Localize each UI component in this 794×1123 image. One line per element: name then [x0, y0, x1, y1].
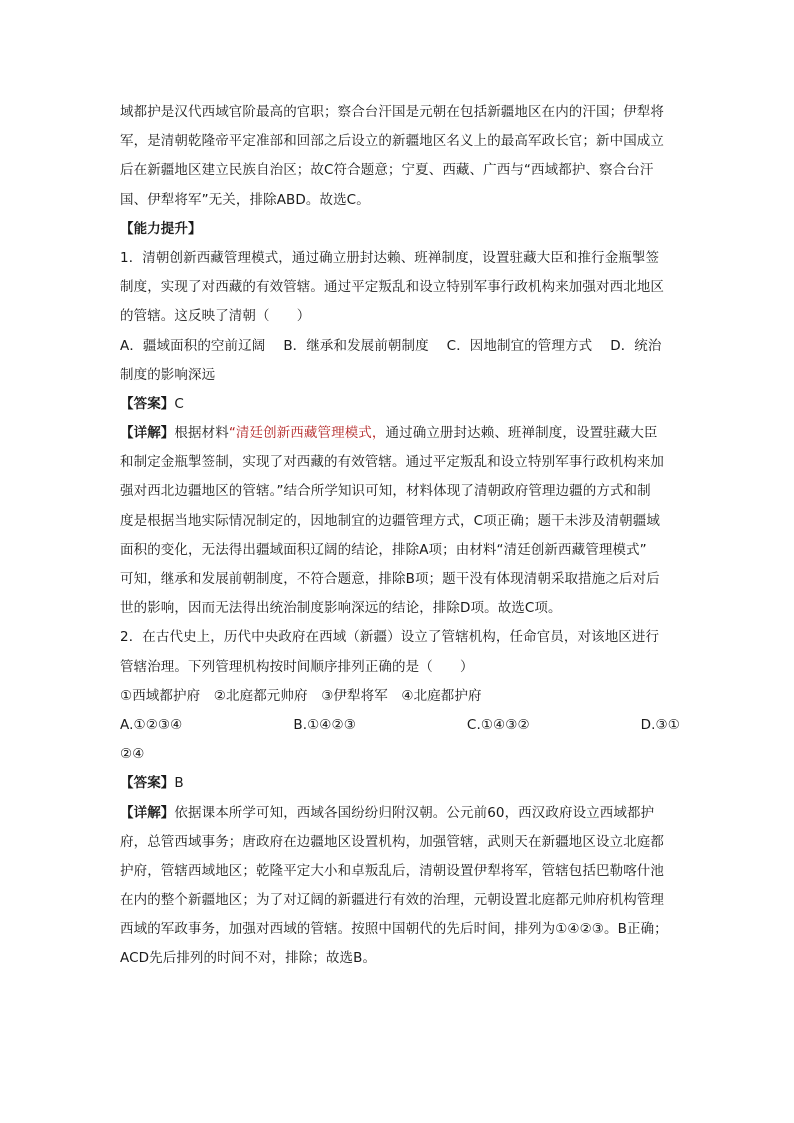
q2-options-wrap: ②④	[120, 746, 145, 763]
detail-label: 【详解】	[120, 425, 175, 442]
q1-stem-line: 1．清朝创新西藏管理模式，通过确立册封达赖、班禅制度，设置驻藏大臣和推行金瓶掣签	[120, 249, 660, 266]
q1-detail-line: 面积的变化，无法得出疆域面积辽阔的结论，排除A项；由材料“清廷创新西藏管理模式”	[120, 541, 647, 558]
q1-detail-line: 可知，继承和发展前朝制度，不符合题意，排除B项；题干没有体现清朝采取措施之后对后	[120, 571, 660, 587]
q2-stem-line: 管辖治理。下列管理机构按时间顺序排列正确的是（ ）	[120, 658, 474, 675]
section-title: 【能力提升】	[120, 220, 202, 237]
q2-detail-line: ACD先后排列的时间不对，排除；故选B。	[120, 950, 377, 967]
q2-option-c: C.①④③②	[466, 716, 530, 733]
q1-detail-line: 度是根据当地实际情况制定的，因地制宜的边疆管理方式，C项正确；题干未涉及清朝疆域	[120, 512, 660, 529]
q2-detail-line: 护府，管辖西域地区；乾隆平定大小和卓叛乱后，清朝设置伊犁将军，管辖包括巴勒喀什池	[120, 862, 664, 879]
intro-line: 国、伊犁将军”无关，排除ABD。故选C。	[120, 191, 370, 208]
q2-detail-line: 西域的军政事务，加强对西域的管辖。按照中国朝代的先后时间，排列为①④②③。B正确；	[120, 921, 668, 938]
q1-detail-line	[120, 419, 680, 448]
q1-detail-line: 强对西北边疆地区的管辖。”结合所学知识可知，材料体现了清朝政府管理边疆的方式和制	[120, 483, 651, 500]
detail-text: 通过确立册封达赖、班禅制度，设置驻藏大臣	[385, 425, 658, 442]
intro-line: 军，是清朝乾隆帝平定准部和回部之后设立的新疆地区名义上的最高军政长官；新中国成立	[120, 133, 664, 150]
answer-label: 【答案】	[120, 775, 175, 792]
detail-label: 【详解】	[120, 804, 175, 821]
q2-detail-line: 在内的整个新疆地区；为了对辽阔的新疆进行有效的治理，元朝设置北庭都元帅府机构管理	[120, 892, 664, 909]
q2-answer	[120, 769, 680, 798]
intro-line: 域都护是汉代西域官阶最高的官职；察合台汗国是元朝在包括新疆地区在内的汗国；伊犁将	[120, 104, 664, 120]
q1-detail-line: 世的影响，因而无法得出统治制度影响深远的结论，排除D项。故选C项。	[120, 600, 562, 617]
answer-label: 【答案】	[120, 395, 175, 412]
q2-option-d: D.③①	[640, 716, 680, 733]
q2-option-a: A.①②③④	[120, 716, 183, 733]
detail-quote: “清廷创新西藏管理模式，	[228, 425, 386, 442]
q1-detail-line: 和制定金瓶掣签制，实现了对西藏的有效管辖。通过平定叛乱和设立特别军事行政机构来加	[120, 454, 664, 471]
q1-options-line: A．疆域面积的空前辽阔 B．继承和发展前朝制度 C．因地制宜的管理方式 D．统治	[120, 337, 662, 354]
q2-options-line	[120, 711, 680, 740]
q2-detail-line: 府，总管西域事务；唐政府在边疆地区设置机构，加强管辖，武则天在新疆地区设立北庭都	[120, 833, 664, 850]
q1-stem-line: 制度，实现了对西藏的有效管辖。通过平定叛乱和设立特别军事行政机构来加强对西北地区	[120, 279, 664, 296]
q2-option-b: B.①④②③	[293, 716, 356, 733]
q1-stem-line: 的管辖。这反映了清朝（ ）	[120, 308, 311, 325]
q2-detail-line	[120, 799, 680, 828]
q1-options-line: 制度的影响深远	[120, 366, 216, 383]
q1-answer	[120, 390, 680, 419]
document-body	[120, 98, 680, 974]
q2-stem-line: 2．在古代史上，历代中央政府在西域（新疆）设立了管辖机构，任命官员，对该地区进行	[120, 629, 660, 646]
answer-value: B	[174, 775, 184, 792]
answer-value: C	[174, 395, 184, 412]
intro-line: 后在新疆地区建立民族自治区；故C符合题意；宁夏、西藏、广西与“西域都护、察合台汗	[120, 162, 654, 179]
detail-text: 依据课本所学可知，西域各国纷纷归附汉朝。公元前60，西汉政府设立西域都护	[174, 804, 655, 821]
detail-text: 根据材料	[174, 425, 229, 442]
q2-items: ①西域都护府 ②北庭都元帅府 ③伊犁将军 ④北庭都护府	[120, 687, 482, 704]
